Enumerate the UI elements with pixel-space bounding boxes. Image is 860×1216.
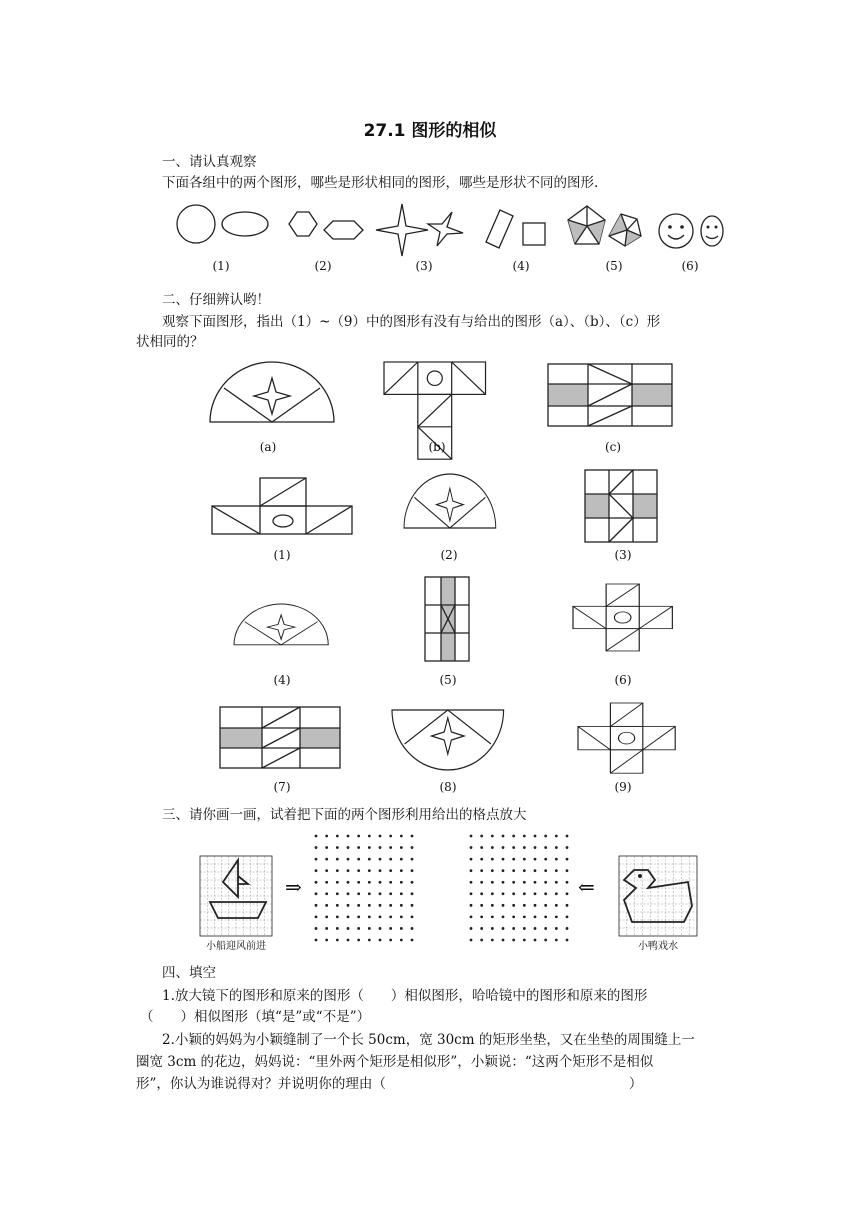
page-title: 27.1 图形的相似 <box>363 121 497 141</box>
fig1-label-2: (2) <box>314 259 332 273</box>
option-label-2: (2) <box>440 548 458 562</box>
caption-boat: 小船迎风前进 <box>206 941 266 952</box>
label-a: (a) <box>259 440 277 454</box>
q2-line-1: 2.小颖的妈妈为小颖缝制了一个长 50cm，宽 30cm 的矩形坐垫，又在坐垫的周围缝上一 <box>162 1032 695 1048</box>
section2-instruction-2: 状相同的？ <box>136 334 204 350</box>
q2-line-2: 圈宽 3cm 的花边，妈妈说：“里外两个矩形是相似形”，小颖说：“这两个矩形不是相似 <box>136 1054 654 1070</box>
section1-heading: 一、请认真观察 <box>162 154 257 170</box>
q1-line-1: 1.放大镜下的图形和原来的图形（ ）相似图形，哈哈镜中的图形和原来的图形 <box>162 988 648 1004</box>
option-label-9: (9) <box>614 780 632 794</box>
option-label-4: (4) <box>273 673 291 687</box>
arrow-right-icon: ⇒ <box>285 875 302 899</box>
option-label-6: (6) <box>614 673 632 687</box>
fig1-label-4: (4) <box>512 259 530 273</box>
arrow-left-icon: ⇐ <box>578 875 595 899</box>
fig1-label-3: (3) <box>415 259 433 273</box>
option-label-8: (8) <box>439 780 457 794</box>
section3-heading: 三、请你画一画，试着把下面的两个图形利用给出的格点放大 <box>162 807 527 823</box>
label-b: (b) <box>428 440 446 454</box>
option-label-5: (5) <box>439 673 457 687</box>
q1-line-2: （ ）相似图形（填“是”或“不是”） <box>140 1009 371 1025</box>
option-label-7: (7) <box>273 780 291 794</box>
option-label-1: (1) <box>273 548 291 562</box>
section2-heading: 二、仔细辨认哟！ <box>162 292 270 308</box>
option-label-3: (3) <box>614 548 632 562</box>
fig1-label-5: (5) <box>605 259 623 273</box>
section4-heading: 四、填空 <box>162 965 216 981</box>
label-c: (c) <box>604 440 622 454</box>
fig1-label-1: (1) <box>212 259 230 273</box>
section1-instruction: 下面各组中的两个图形，哪些是形状相同的图形，哪些是形状不同的图形. <box>162 175 599 191</box>
caption-duck: 小鸭戏水 <box>638 941 678 952</box>
q2-line-3: 形”，你认为谁说得对？并说明你的理由（ ） <box>136 1076 643 1092</box>
section2-instruction-1: 观察下面图形，指出（1）~（9）中的图形有没有与给出的图形（a）、（b）、（c）形 <box>162 314 661 330</box>
fig1-label-6: (6) <box>681 259 699 273</box>
